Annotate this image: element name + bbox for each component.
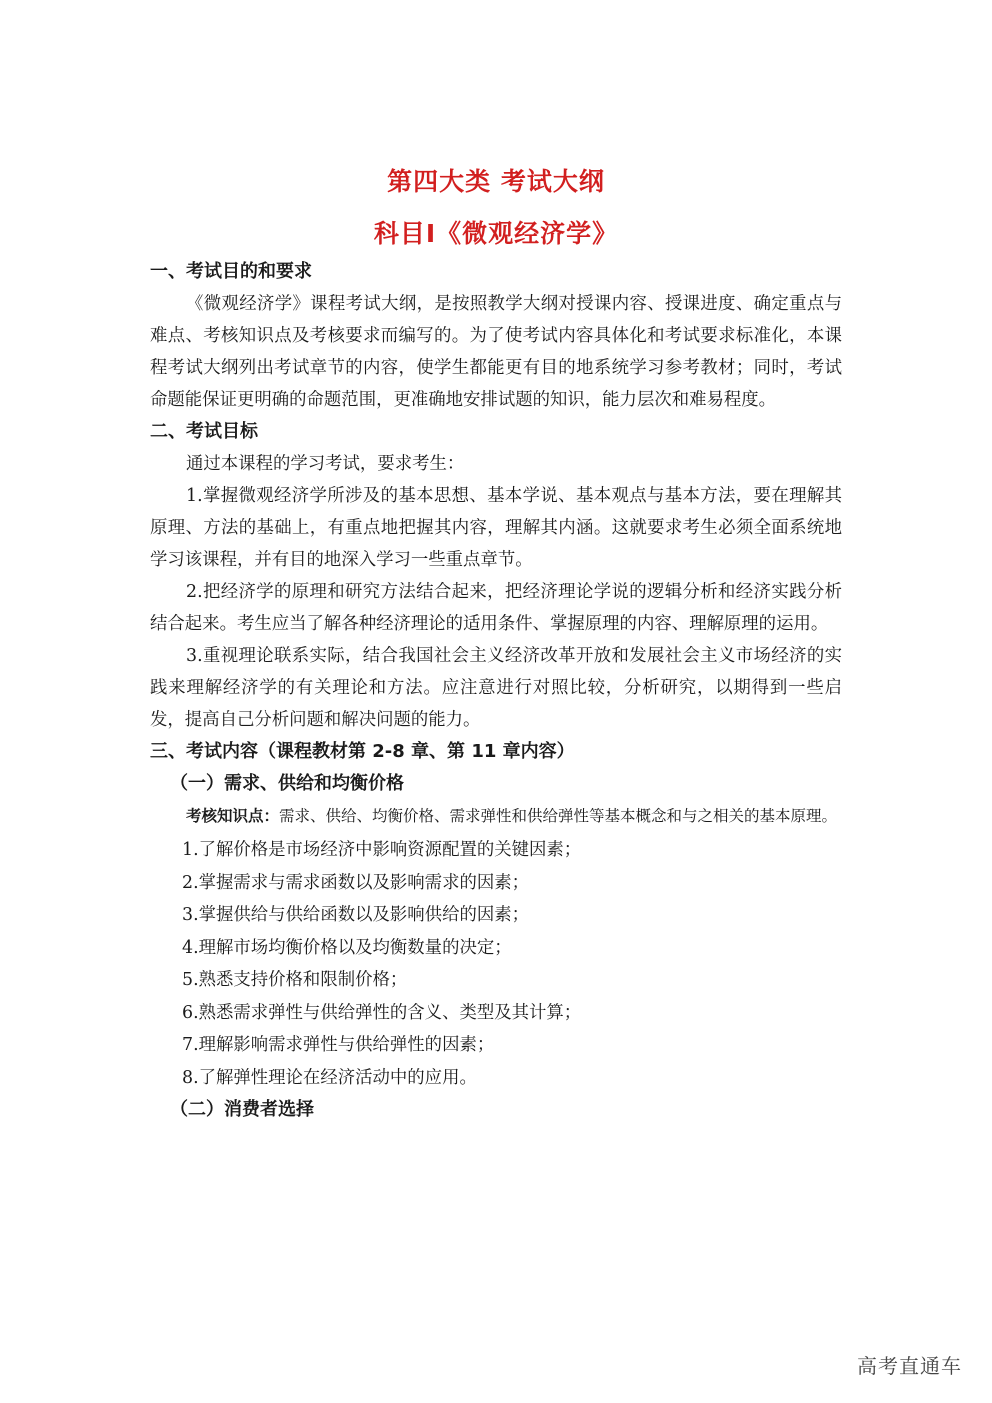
list-item: 5.熟悉支持价格和限制价格；: [182, 970, 408, 990]
section-heading-purpose: 一、考试目的和要求: [150, 261, 312, 282]
subsection-heading-consumer-choice: （二）消费者选择: [170, 1099, 314, 1120]
section-heading-content: 三、考试内容（课程教材第 2-8 章、第 11 章内容）: [150, 741, 575, 762]
list-item: 3.掌握供给与供给函数以及影响供给的因素；: [182, 905, 530, 925]
list-item: 8.了解弹性理论在经济活动中的应用。: [182, 1067, 477, 1088]
document-title: 第四大类 考试大纲: [387, 167, 605, 196]
goal-item-3: 3.重视理论联系实际，结合我国社会主义经济改革开放和发展社会主义市场经济的实践来理解经济学的有关理论和方法。应注意进行对照比较，分析研究，以期得到一些启发，提高自己分析问题和解决问题的能力。: [150, 646, 842, 730]
knowledge-points: [150, 802, 842, 830]
list-item: 4.理解市场均衡价格以及均衡数量的决定；: [182, 937, 512, 958]
goal-item-2: 2.把经济学的原理和研究方法结合起来，把经济理论学说的逻辑分析和经济实践分析结合起来。考生应当了解各种经济理论的适用条件、掌握原理的内容、理解原理的运用。: [150, 582, 842, 634]
list-item: 7.理解影响需求弹性与供给弹性的因素；: [182, 1035, 495, 1055]
goals-intro: 通过本课程的学习考试，要求考生：: [186, 454, 465, 474]
watermark-text: 高考直通车: [857, 1354, 962, 1378]
knowledge-points-text: 需求、供给、均衡价格、需求弹性和供给弹性等基本概念和与之相关的基本原理。: [279, 807, 838, 825]
subsection-heading-supply-demand: （一）需求、供给和均衡价格: [170, 773, 404, 794]
document-body: [150, 256, 842, 1126]
list-item: 6.熟悉需求弹性与供给弹性的含义、类型及其计算；: [182, 1002, 582, 1023]
purpose-paragraph: 《微观经济学》课程考试大纲，是按照教学大纲对授课内容、授课进度、确定重点与难点、考核知识点及考核要求而编写的。为了使考试内容具体化和考试要求标准化，本课程考试大纲列出考试章节的内容，使学生都能更有目的地系统学习参考教材；同时，考试命题能保证更明确的命题范围，更准确地安排试题的知识，能力层次和难易程度。: [150, 294, 842, 410]
list-item: 1.了解价格是市场经济中影响资源配置的关键因素；: [182, 840, 582, 860]
knowledge-points-label: 考核知识点：: [186, 807, 280, 825]
list-item: 2.掌握需求与需求函数以及影响需求的因素；: [182, 872, 530, 893]
section-heading-goals: 二、考试目标: [150, 421, 258, 442]
goal-item-1: 1.掌握微观经济学所涉及的基本思想、基本学说、基本观点与基本方法，要在理解其原理、方法的基础上，有重点地把握其内容，理解其内涵。这就要求考生必须全面系统地学习该课程，并有目的地深入学习一些重点章节。: [150, 486, 842, 570]
subject-title: 科目Ⅰ《微观经济学》: [373, 219, 619, 248]
